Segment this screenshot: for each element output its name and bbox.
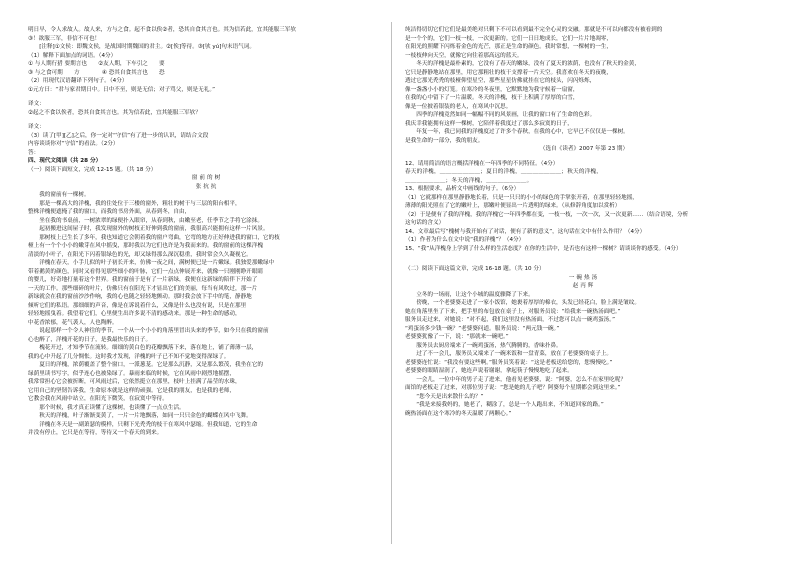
text-line: 译文：	[28, 124, 45, 130]
text-line: 我庆幸我能拥有这样一棵树，它陪伴着我度过了那么多寂寞的日子，	[405, 120, 573, 127]
right-column	[405, 26, 763, 418]
text-line: 这句话的含义）	[405, 220, 445, 226]
text-line: 服务员走过来，对她说：“对不起，我们这里没有热汤面，不过您可以点一碗鸡蛋汤。”	[405, 317, 615, 323]
text-line: 洋槐在春天，小手儿似的叶子初长开来，仿佛一夜之间，满树便已是一片嫩绿。我独爱那嫩绿中	[39, 260, 275, 266]
text-line	[405, 253, 763, 265]
text-line: 洋槐在冬天是一副萧瑟的模样，只剩下光秃秃的枝干在寒风中瑟缩。但我知道，它的生命	[39, 421, 258, 428]
text-line: 面馆的老板走了过来，对那位男子说：“您是她的儿子吧？阿婆每个星期都会到这里来。”	[405, 385, 621, 391]
text-line: 我常常担心它会被折断，可风雨过后，它依然挺立在那里，枝叶上挂满了晶莹的水珠，	[28, 379, 241, 385]
text-line: 13、根据要求，品析文中画线的句子。（6分）	[405, 186, 520, 192]
text-line: 傍晚，一个老婆婆走进了一家小饭馆，她裹着厚厚的棉衣，头发已经花白，脸上满是皱纹。	[416, 300, 640, 306]
text-line: 的婴儿，好奇地打量着这个世界。我的窗前于是有了一片新绿，我便在这新绿的陪伴下开始了	[28, 277, 258, 283]
text-line: 那树枝上已生长了多年，我也知道它会朝着我的窗户弯曲，它弯的地方正好伸进我的窗口，它的枝	[39, 234, 280, 241]
text-line: 带着鹅黄的颜色，同时又看得见那些细小的叶脉，它们一点点伸展开来，就像一只刚刚睁开眼睛	[28, 268, 263, 275]
text-line: 一枝枝伸向天空，就像它向往着那高远的蓝天。	[405, 52, 523, 59]
text-line: 它用自己的坚韧告诉我，生命原本就是这样的顽强。它是我的朋友，也是我的老师，	[28, 387, 235, 394]
text-line: 秋天的洋槐，叶子渐渐变黄了，一片一片地飘落，如同一只只金色的蝴蝶在风中飞舞。	[39, 413, 252, 419]
column-divider	[391, 22, 392, 544]
text-line: 我的窗前有一棵树。	[39, 192, 90, 198]
text-line: 我的心中升起了几分惆怅。这时我才发现，洋槐的叶子已不知不觉地变得深绿了。	[28, 353, 230, 360]
text-line: ②起之不食以俟者，恐其自食其言也。其为信若此，宜其能服三军欤？	[28, 109, 201, 116]
text-line: 槐花开过，才知季节在流转。细细的黄白色的花瓣飘落下来，落在地上，铺了薄薄一层，	[39, 345, 258, 351]
text-line: （2）于是便有了我的洋槐，我的洋槐它一年四季都在变，一枝一枝，一次一次，又一次更新……（结合语境，分析	[405, 211, 689, 218]
text-line: 轻轻地摇曳着。我望着它们，心里便生出许多说不清的感动来。那是一种生命的感动，	[28, 311, 241, 317]
text-line: 像是一位披着银装的老人，在寒风中沉思。	[405, 103, 512, 110]
text-line: 老婆婆的眼睛湿润了，她连声说着谢谢，拿起筷子慢慢地吃了起来。	[405, 368, 573, 374]
text-line: 像一盏盏小小的灯笼。在寒冷的冬夜里，它默默地为我守候着一扇窗，	[405, 86, 579, 93]
text-line: 是我生命的一部分，我的朋友。	[405, 137, 484, 144]
text-line: 四季的洋槐竟然如同一幅幅不同的风景画，让我的窗口有了生命的色彩。	[416, 112, 596, 118]
text-line: 答：	[28, 149, 40, 156]
text-line: 绿荫里读书写字，似乎连心也被染绿了。暴雨来临的时候，它在风雨中剧烈地摇摆，	[28, 370, 235, 377]
text-line: （1）解释下面加点的词语。（4分）	[28, 52, 117, 59]
text-line: 那是一棵高大的洋槐，我的住处位于三楼的窗外，粗壮的树干与三层的阳台相平，	[39, 200, 241, 207]
text-line: 清淡的小叶子，在阳光下闪着银绿色的光，却又绿得那么深沉稳重，我时常会久久凝视它。	[28, 251, 252, 258]
text-line: 译文：	[28, 101, 45, 107]
text-line: 一碗热汤	[568, 274, 600, 281]
text-line: ①元方曰：“君与家君期日中。日中不至，则是无信；对子骂父，则是无礼。”	[28, 86, 216, 93]
text-line: 14、文章最后写“槐树与我开始有了对话，便有了新的意义”，这句话在文中有什么作用？（4分）	[405, 228, 646, 235]
text-line: 她在角落里坐了下来，把手里的布包放在桌子上，对服务员说：“给我来一碗热汤面吧。”	[405, 308, 621, 315]
text-line: （二）阅读下面这篇文章，完成 16-18 题。（共 10 分）	[405, 266, 545, 272]
text-line: 冬天的洋槐是最朴素的，它没有了春天的嫩绿，没有了夏天的浓荫，也没有了秋天的金黄，	[416, 61, 640, 67]
text-line: （2）用现代汉语翻译下列句子。（4分）	[28, 78, 128, 84]
text-line: 它只是静静地站在那里，用它那粗壮的枝干支撑着一片天空。我喜欢在冬天的夜晚，	[405, 69, 612, 76]
text-line: （一）阅读下面短文，完成 12-15 题。（共 18 分）	[28, 166, 157, 173]
text-line: 15、“我”从洋槐身上学到了什么样的生活态度？在你的生活中，是否也有这样一棵树？请谈谈你的感受。（4分）	[405, 245, 682, 252]
text-line: 内容谈谈你对“守信”的看法。（2分）	[28, 141, 119, 147]
text-line: 薄薄的阳光照在了它的嫩叶上，那嫩叶便显出一片透明的绿来。（从修辞角度加以赏析）	[405, 203, 621, 209]
text-line: 并没有停止，它只是在等待，等待又一个春天的到来。	[28, 430, 163, 436]
text-line: （1）作者为什么在文中说“我的洋槐”？（4分）	[405, 237, 525, 243]
text-line: 四、现代文阅读（共 28 分）	[28, 158, 102, 164]
text-line: （选自《读者》2007 年第 23 期）	[539, 146, 629, 152]
text-line: 倾听它们的私语。那细细的声音，像是在诉说着什么，又像是什么也没有说，只是在那里	[28, 302, 247, 309]
text-line: 桠上有一个个小小的嫩芽在风中摇曳，那时我以为它们也许是为我而来的。我的窗前的这棵洋槐	[28, 243, 263, 249]
text-line: 起初搬进这间屋子时，我发现窗外的树枝正好伸到我的窗前，我很高兴能拥有这样一片风景。	[39, 226, 269, 232]
text-line: 整株洋槐便遮掩了我的窗口，而我的书房外面，从春到冬，自由，	[28, 209, 191, 215]
text-line: 老婆婆连忙说：“我没有要这些啊。”服务员笑着说：“这是老板送给您的，您慢慢吃。”	[405, 359, 613, 366]
text-line: 坐在我的书桌前，一树浓翠的绿便扑入眼帘，从春到秋，由嫩至老，任季节之手将它涂抹。	[39, 217, 263, 224]
text-line: 赵丙辉	[572, 283, 596, 289]
text-line: 透过它那光秃秃的枝桠仰望星空，那些星星仿佛就挂在它的枝头，闪闪烁烁，	[405, 78, 596, 84]
text-line: 过了不一会儿，服务员又端来了一碗米饭和一盘青菜，放在了老婆婆的桌子上。	[416, 351, 612, 357]
text-line: 12、请用简洁的语言概括洋槐在一年四季的不同特征。（4分）	[405, 160, 559, 167]
text-line: 中花香浓郁，花气袭人，人也陶醉。	[28, 319, 118, 326]
text-line: 一天的工作。那些细碎的叶片，仿佛只有在阳光下才显出它们的美丽，每当有风吹过，那一片	[28, 285, 258, 292]
text-line: 窗前的树	[191, 175, 223, 181]
text-line: 服务员去厨房端来了一碗鸡蛋汤，热气腾腾的，香味扑鼻。	[416, 342, 562, 349]
text-line: 老婆婆犹豫了一下，说：“那就来一碗吧。”	[405, 334, 509, 340]
text-line: 立冬的一场雨，让这个小城的温度骤降了下来。	[416, 291, 534, 298]
text-line: [注释]①文侯：即魏文侯，是战国时期魏国的君主。②[俟]等待。③[欤 yú]句末语气词。	[39, 44, 255, 50]
text-line: 年复一年，我已同我的洋槐度过了许多个春秋，在我的心中，它早已不仅仅是一棵树。	[416, 129, 629, 135]
text-line: 在阳光的照耀下闪烁着金色的光芒，那正是生命的颜色。我时常想，一棵树的一生，	[405, 44, 612, 50]
text-line: 夏日的洋槐，浓荫覆盖了整个窗口，一派葱茏。它是那么沉静，又是那么繁茂，我坐在它的	[39, 362, 263, 368]
text-line: 张抗抗	[195, 183, 219, 190]
text-line: “鸡蛋汤多少钱一碗？”老婆婆问道。服务员说：“两元钱一碗。”	[405, 325, 560, 332]
text-line: ③ 与之食可期 方 ④ 恐其自食其言也 恐	[28, 69, 165, 76]
text-line: 那个时候，我才真正读懂了这棵树，也读懂了一点点生活。	[39, 404, 185, 411]
text-line: 心也醉了，洋槐开花的日子，是我最快乐的日子。	[28, 336, 152, 343]
text-line: ＿＿＿＿＿＿＿；冬天的洋槐，＿＿＿＿＿＿＿。	[405, 177, 533, 184]
text-line: 说起那样一个令人神往的季节，一个从一个小小的角落里冒出头来的季节，如今只在我的窗前	[39, 328, 269, 334]
text-line: 明日早，令人求故人。故人来，方与之食。起不食以俟②者，恐其自食其言也。其为信若此，宜其能服三军欤	[28, 27, 296, 33]
text-line: “我是来接我妈的，她老了，糊涂了，总是一个人跑出来，不知道回家的路。”	[416, 402, 604, 408]
text-line: 春天的洋槐，＿＿＿＿＿＿＿；夏日的洋槐，＿＿＿＿＿＿＿；秋天的洋槐，	[405, 169, 602, 175]
text-line: 在我的心中留下了一片温暖。冬天的洋槐，枝干上积满了厚厚的白雪，	[405, 95, 579, 101]
text-line: 纯洁得切切它们它们是最美绝对只剩下不可以看到最不完全心灵的交融。那就是不可以向都没有被看到的	[405, 27, 663, 33]
text-line: 一会儿，一位中年的男子走了进来，他看见老婆婆，说：“阿婆，怎么不在家里吃呢？	[416, 376, 627, 383]
left-column	[28, 26, 386, 438]
text-line: （1）它就那样在那里静静地长着，只是一只只的小小的绿色的手掌张开着，在那里轻轻地摇，	[405, 194, 638, 201]
text-line: ③！欲服三军，非信不可也！	[28, 35, 101, 42]
text-line: 是一个个的，它们一枝一枝，一次更新的。它们一日日地成长，它们一片片地凋零，	[405, 35, 612, 42]
text-line: “您今天是出来散什么的？”	[416, 393, 484, 400]
text-line: 碗热汤面在这个寒冷的冬天温暖了两颗心。”	[405, 410, 512, 417]
text-line: 它教会我在风雨中站立，在阳光下微笑，在寂寞中等待。	[28, 396, 168, 402]
text-line: （3）读了[甲][乙]之后，你一定对“守信”有了进一步的认识，请结合文段	[28, 132, 209, 139]
text-line: ① 与人期行猎 要期言也 ②友人期，下车引之 要	[28, 61, 165, 67]
text-line: 新绿就会在我的窗前沙沙作响，我的心也随之轻轻地颤动。那时我会放下手中的笔，静静地	[28, 294, 252, 300]
